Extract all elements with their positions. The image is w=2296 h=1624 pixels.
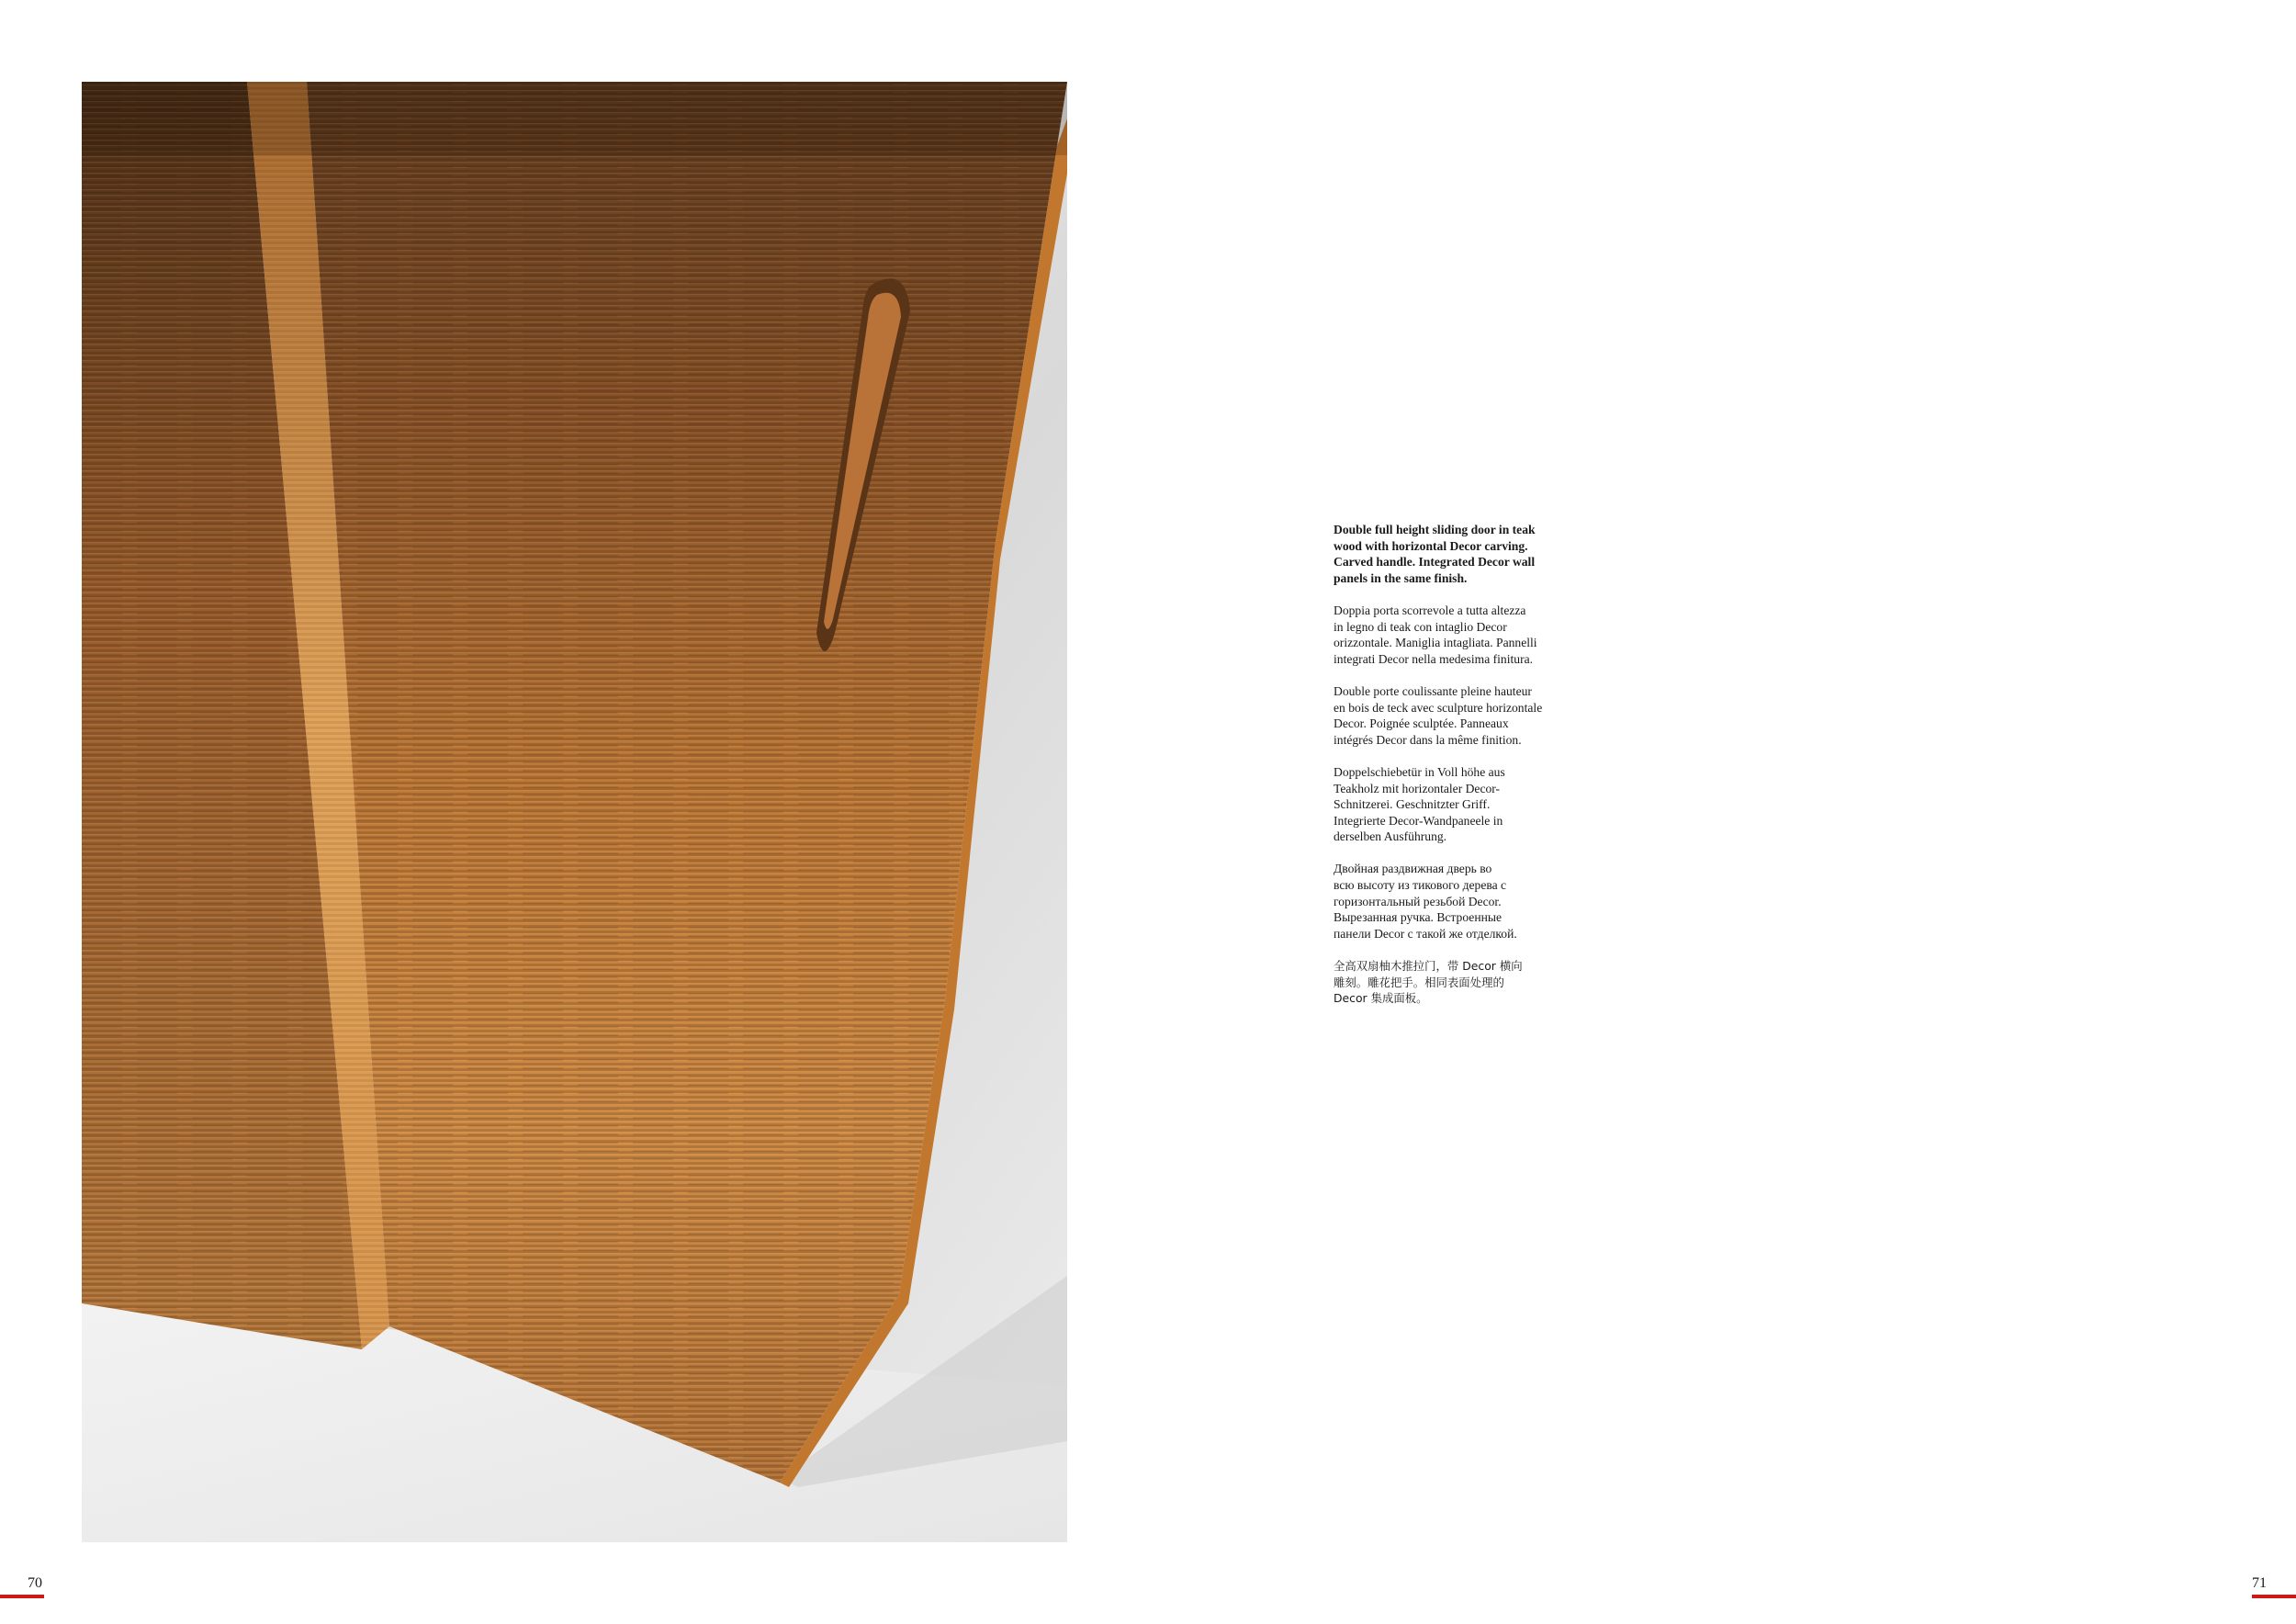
page-number-left: 70 [28,1575,42,1591]
product-caption [1334,522,1572,1022]
page-number-right: 71 [2252,1575,2267,1591]
caption-chinese: 全高双扇柚木推拉门，带 Decor 横向 雕刻。雕花把手。相同表面处理的 Decor 集成面板。 [1334,959,1523,1006]
caption-french: Double porte coulissante pleine hauteur en bois de teck avec sculpture horizontale Decor. Poignée sculptée. Panneaux intégrés Decor dans la même finition. [1334,683,1543,747]
page-rule-right [2252,1595,2296,1598]
page-rule-left [0,1595,44,1598]
caption-italian: Doppia porta scorrevole a tutta altezza in legno di teak con intaglio Decor orizzontale. Maniglia intagliata. Pannelli integrati Decor nella medesima finitura. [1334,603,1537,666]
teak-door-photo [82,82,1067,1542]
caption-english: Double full height sliding door in teak wood with horizontal Decor carving. Carved handle. Integrated Decor wall panels in the same finish. [1334,523,1536,585]
caption-russian: Двойная раздвижная дверь во всю высоту из тикового дерева с горизонтальный резьбой Decor. Вырезанная ручка. Встроенные панели Decor с такой же отделкой. [1334,862,1517,941]
teak-door-illustration [82,82,1067,1542]
caption-german: Doppelschiebetür in Voll höhe aus Teakholz mit horizontaler Decor- Schnitzerei. Geschnitzter Griff. Integrierte Decor-Wandpaneele in derselben Ausführung. [1334,764,1505,844]
